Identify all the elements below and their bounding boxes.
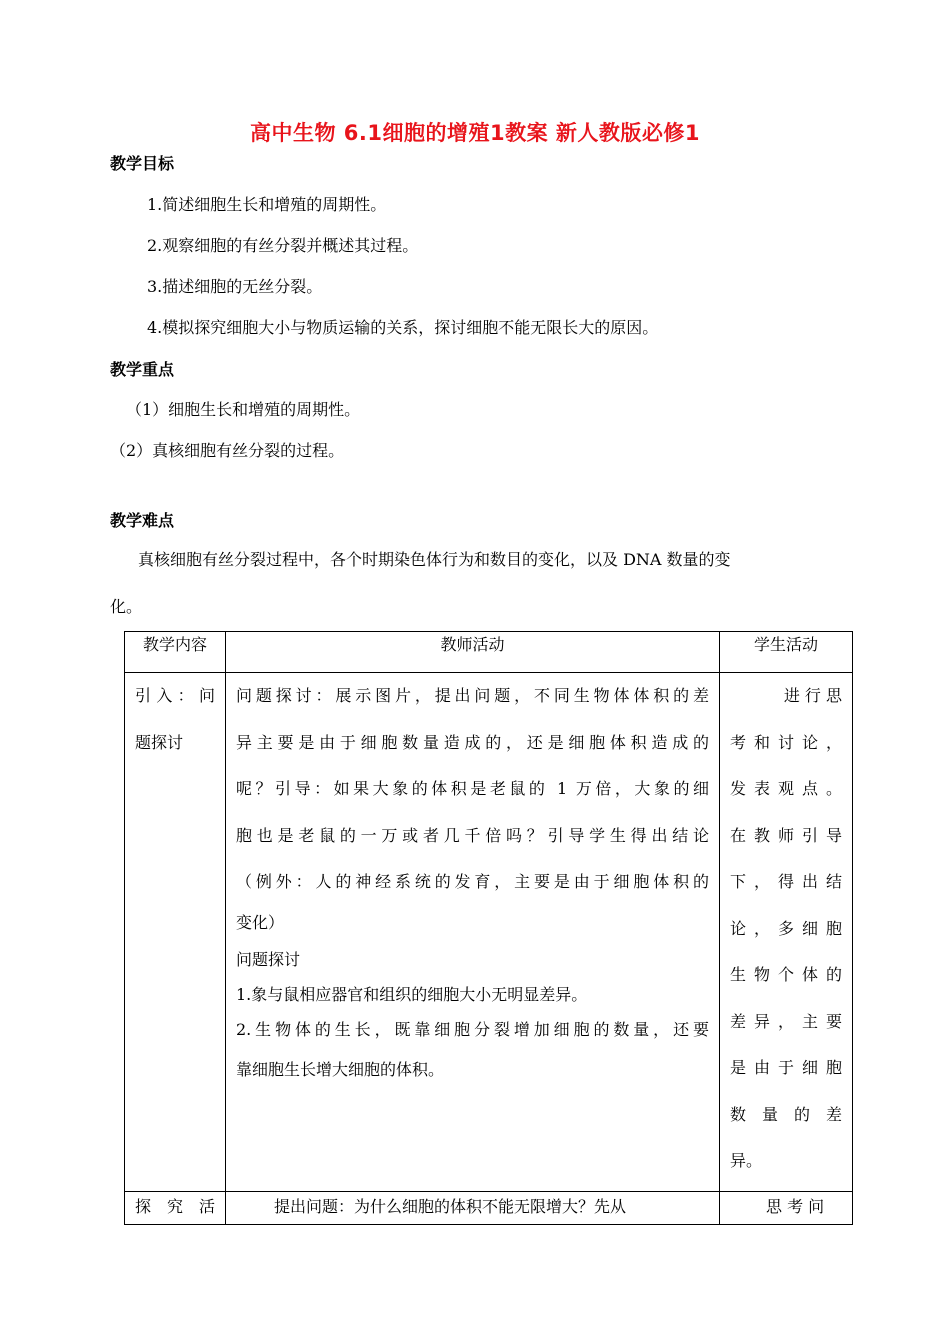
student-cell: 思 考 问 (720, 1192, 853, 1225)
table-row (125, 1192, 853, 1225)
content-cell (125, 673, 226, 1192)
student-text: 进 行 思 考和讨论， 发表观点。 在教师引导 下，得出结 论，多细胞 生物个体的 差异，主要 是由于细胞 数 量 的 差 异。 (730, 686, 842, 1170)
key-points-heading: 教学重点 (110, 360, 175, 379)
objective-item: 2.观察细胞的有丝分裂并概述其过程。 (147, 236, 419, 255)
table-row (125, 673, 853, 1192)
teacher-cell: 提出问题：为什么细胞的体积不能无限增大？先从 (226, 1192, 720, 1225)
content-cell: 探 究 活 (125, 1192, 226, 1225)
student-cell (720, 673, 853, 1192)
header-student: 学生活动 (720, 632, 853, 673)
objectives-heading: 教学目标 (110, 154, 175, 173)
teacher-text: 问题探讨：展示图片，提出问题，不同生物体体积的差 异主要是由于细胞数量造成的，还是细胞体积造成的 呢？引导：如果大象的体积是老鼠的 1 万倍，大象的细 胞也是老鼠的一万或者几千倍吗？引导学生得出结论 （例外：人的神经系统的发育，主要是由于细胞体积的 变化） 问题探讨 1.象与鼠相应器官和组织的细胞大小无明显差异。 2.生物体的生长，既靠细胞分裂增加细胞的数量，还要 靠细胞生长增大细胞的体积。 (236, 686, 709, 1079)
objective-item: 3.描述细胞的无丝分裂。 (147, 277, 323, 296)
difficulties-heading: 教学难点 (110, 511, 175, 530)
lesson-table (124, 631, 853, 1225)
table-header-row (125, 632, 853, 673)
objective-item: 4.模拟探究细胞大小与物质运输的关系，探讨细胞不能无限长大的原因。 (147, 318, 659, 337)
header-content: 教学内容 (125, 632, 226, 673)
difficulties-text: 真核细胞有丝分裂过程中，各个时期染色体行为和数目的变化，以及 DNA 数量的变 (138, 550, 731, 569)
content-text: 引入：问 题探讨 (135, 686, 215, 752)
document-title: 高中生物 6.1细胞的增殖1教案 新人教版必修1 (249, 121, 701, 145)
key-point-item: （2）真核细胞有丝分裂的过程。 (110, 441, 345, 460)
header-teacher: 教师活动 (226, 632, 720, 673)
key-point-item: （1）细胞生长和增殖的周期性。 (126, 400, 361, 419)
teacher-cell (226, 673, 720, 1192)
objective-item: 1.简述细胞生长和增殖的周期性。 (147, 195, 387, 214)
difficulties-text-cont: 化。 (110, 597, 143, 616)
